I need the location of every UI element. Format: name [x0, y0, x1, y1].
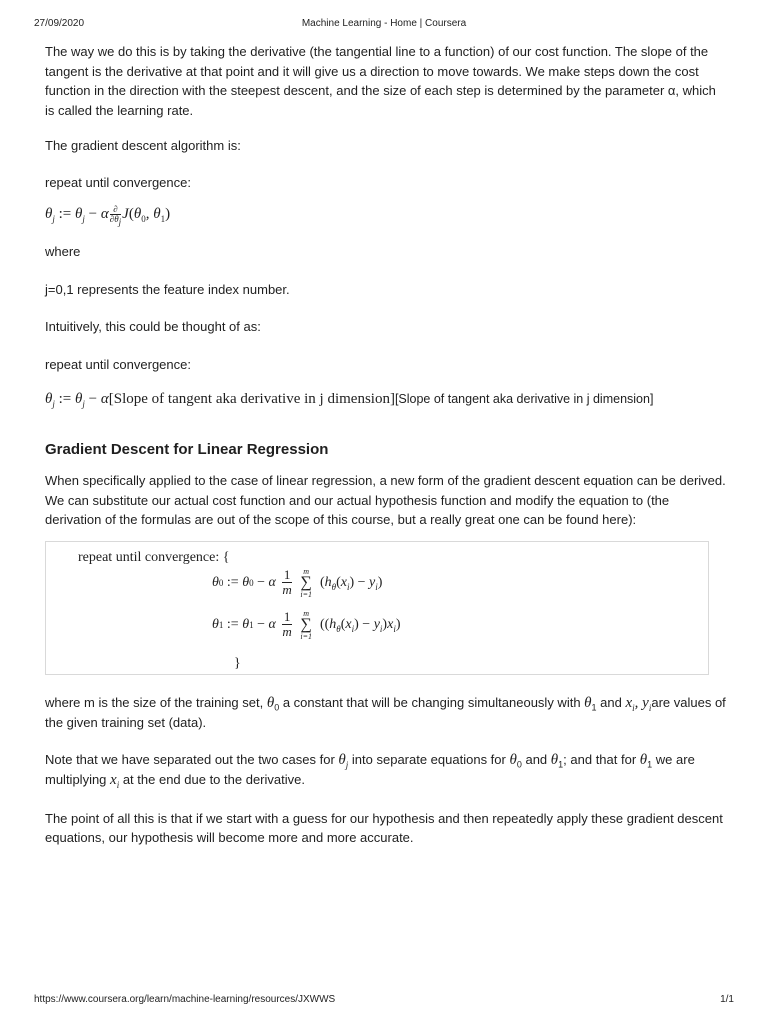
gradient-descent-formula: $\theta_j$ := $\theta_j - \alpha$ $\frac{\partial}{\partial\theta_j}$ $J(\theta_0$, $\theta_1$)	[45, 204, 171, 227]
print-title: Machine Learning - Home | Coursera	[301, 18, 467, 29]
slope-bracket-plain: [Slope of tangent aka derivative in j dimension]	[394, 392, 654, 406]
algorithm-intro: The gradient descent algorithm is:	[45, 138, 241, 153]
repeat-text-2: repeat until convergence:	[45, 356, 191, 372]
section-title: Gradient Descent for Linear Regression	[45, 440, 329, 458]
box-repeat-line: repeat until convergence: {	[78, 549, 230, 565]
intuition-text: Intuitively, this could be thought of as:	[45, 319, 261, 334]
intuition-formula: $\theta_j$ := $\theta_j$ − α[Slope of tangent aka derivative in j dimension][Slope of tangent aka derivative in j dimension]	[45, 391, 654, 409]
theta1-update-equation: θ 1 := θ 1 − α $\frac{1}{m}$ m ∑ i=1 $((h_\theta(x_i) - y_i)x_i)$	[212, 608, 401, 641]
where-m-paragraph: where m is the size of the training set, $\theta_0$ a constant that will be changing simultaneously with $\theta_1$ and $x_i$, $y_iare$ values of the given training set (data).	[45, 694, 726, 730]
box-closing-brace: }	[234, 655, 241, 671]
slope-bracket-math: [Slope of tangent aka derivative in j dimension]	[108, 391, 395, 407]
note-paragraph: Note that we have separated out the two cases for $\theta_j$ into separate equations for $\theta_0$ and $\theta_1$; and that for $\theta_1$ we are multiplying $x_i$ at the end due to the derivative.	[45, 751, 695, 790]
conclusion-paragraph: The point of all this is that if we start with a guess for our hypothesis and then repeatedly apply these gradient descent equations, our hypothesis will become more and more accurate.	[45, 810, 723, 845]
page-number: 1/1	[720, 994, 734, 1005]
index-text: j=0,1 represents the feature index number.	[45, 281, 290, 297]
print-date: 27/09/2020	[34, 18, 85, 29]
print-url: https://www.coursera.org/learn/machine-learning/resources/JXWWS	[34, 994, 336, 1005]
equation-box	[45, 541, 709, 675]
theta0-update-equation: θ 0 := θ 0 − α $\frac{1}{m}$ m ∑ i=1 $(h_\theta(x_i) - y_i)$	[212, 566, 383, 599]
linreg-paragraph: When specifically applied to the case of linear regression, a new form of the gradient descent equation can be derived. We can substitute our actual cost function and our actual hypothesis function and modify the equation to (the derivation of the formulas are out of the scope of this course, but a really great one can be found here):	[45, 473, 726, 527]
intro-paragraph: The way we do this is by taking the derivative (the tangential line to a function) of our cost function. The slope of the tangent is the derivative at that point and it will give us a direction to move towards. We make steps down the cost function in the direction with the steepest descent, and the size of each step is determined by the parameter α, which is called the learning rate.	[45, 44, 716, 118]
where-text: where	[45, 244, 81, 259]
repeat-text-1: repeat until convergence:	[45, 174, 191, 190]
article-content	[45, 42, 728, 848]
